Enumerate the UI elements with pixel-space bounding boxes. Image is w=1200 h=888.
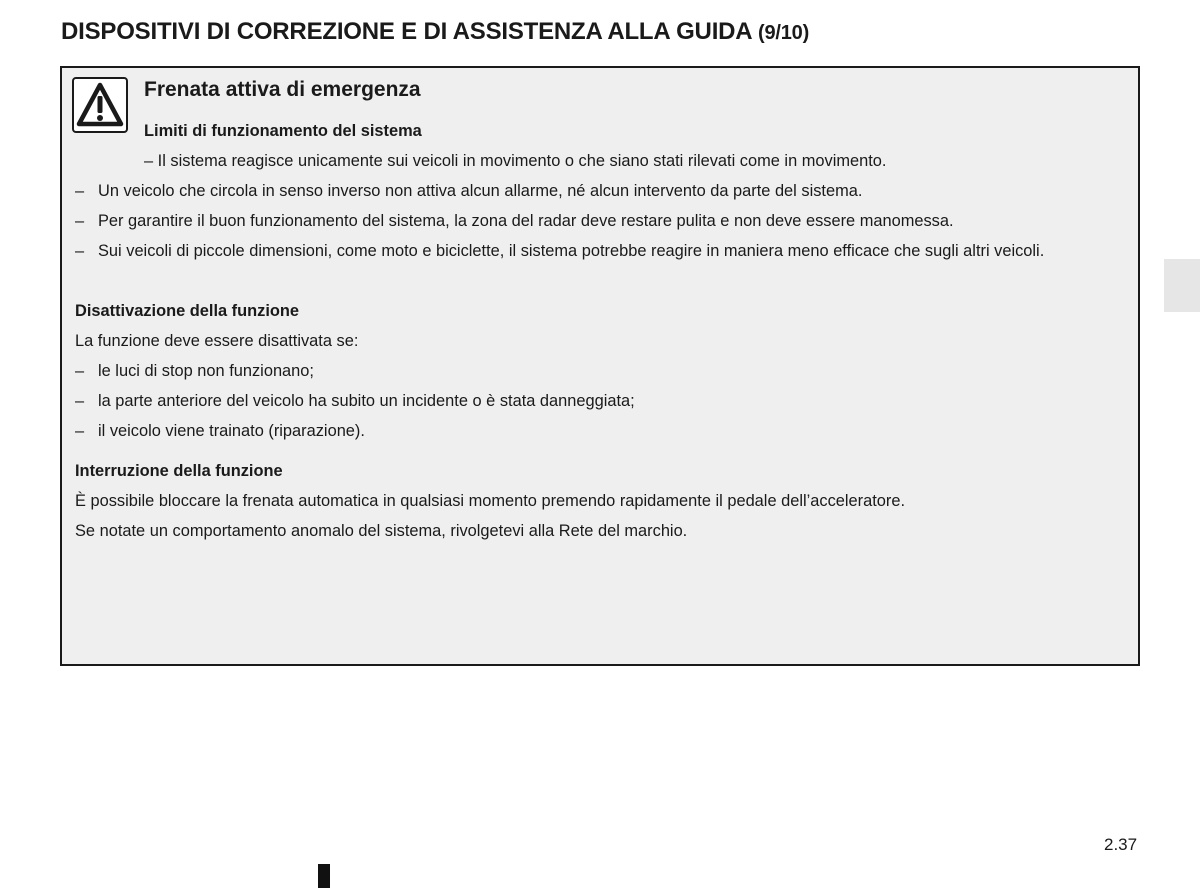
- warning-box: [60, 66, 1140, 666]
- limits-intro: – Il sistema reagisce unicamente sui veicoli in movimento o che siano stati rilevati come in movimento.: [144, 152, 887, 170]
- dash-bullet: –: [75, 362, 85, 380]
- page-number: 2.37: [1104, 835, 1138, 854]
- list-item-text: le luci di stop non funzionano;: [98, 362, 314, 380]
- list-item-text: Un veicolo che circola in senso inverso non attiva alcun allarme, né alcun intervento da parte del sistema.: [98, 182, 863, 200]
- list-item-text: la parte anteriore del veicolo ha subito un incidente o è stata danneggiata;: [98, 392, 635, 410]
- deactivation-heading: Disattivazione della funzione: [75, 302, 300, 320]
- list-item-text: Sui veicoli di piccole dimensioni, come moto e biciclette, il sistema potrebbe reagire in maniera meno efficace che sugli altri veicoli.: [98, 242, 1045, 260]
- deactivation-intro: La funzione deve essere disattivata se:: [75, 332, 359, 350]
- limits-heading: Limiti di funzionamento del sistema: [144, 122, 422, 140]
- dash-bullet: –: [75, 392, 85, 410]
- chapter-tab: [1164, 259, 1200, 312]
- interruption-text: È possibile bloccare la frenata automatica in qualsiasi momento premendo rapidamente il pedale dell’acceleratore.: [75, 492, 906, 510]
- dash-bullet: –: [75, 212, 85, 230]
- list-item-text: il veicolo viene trainato (riparazione).: [98, 422, 365, 440]
- interruption-heading: Interruzione della funzione: [75, 462, 283, 480]
- print-crop-mark: [318, 864, 330, 888]
- page-title: [61, 18, 809, 46]
- dash-bullet: –: [75, 182, 85, 200]
- dash-bullet: –: [75, 242, 85, 260]
- page-title-text: DISPOSITIVI DI CORREZIONE E DI ASSISTENZA ALLA GUIDA: [61, 18, 752, 45]
- anomaly-text: Se notate un comportamento anomalo del sistema, rivolgetevi alla Rete del marchio.: [75, 522, 688, 540]
- warning-title: Frenata attiva di emergenza: [144, 78, 421, 101]
- dash-bullet: –: [75, 422, 85, 440]
- warning-triangle-icon: [72, 77, 128, 133]
- page-counter: (9/10): [758, 22, 810, 44]
- list-item-text: Per garantire il buon funzionamento del sistema, la zona del radar deve restare pulita e non deve essere manomessa.: [98, 212, 954, 230]
